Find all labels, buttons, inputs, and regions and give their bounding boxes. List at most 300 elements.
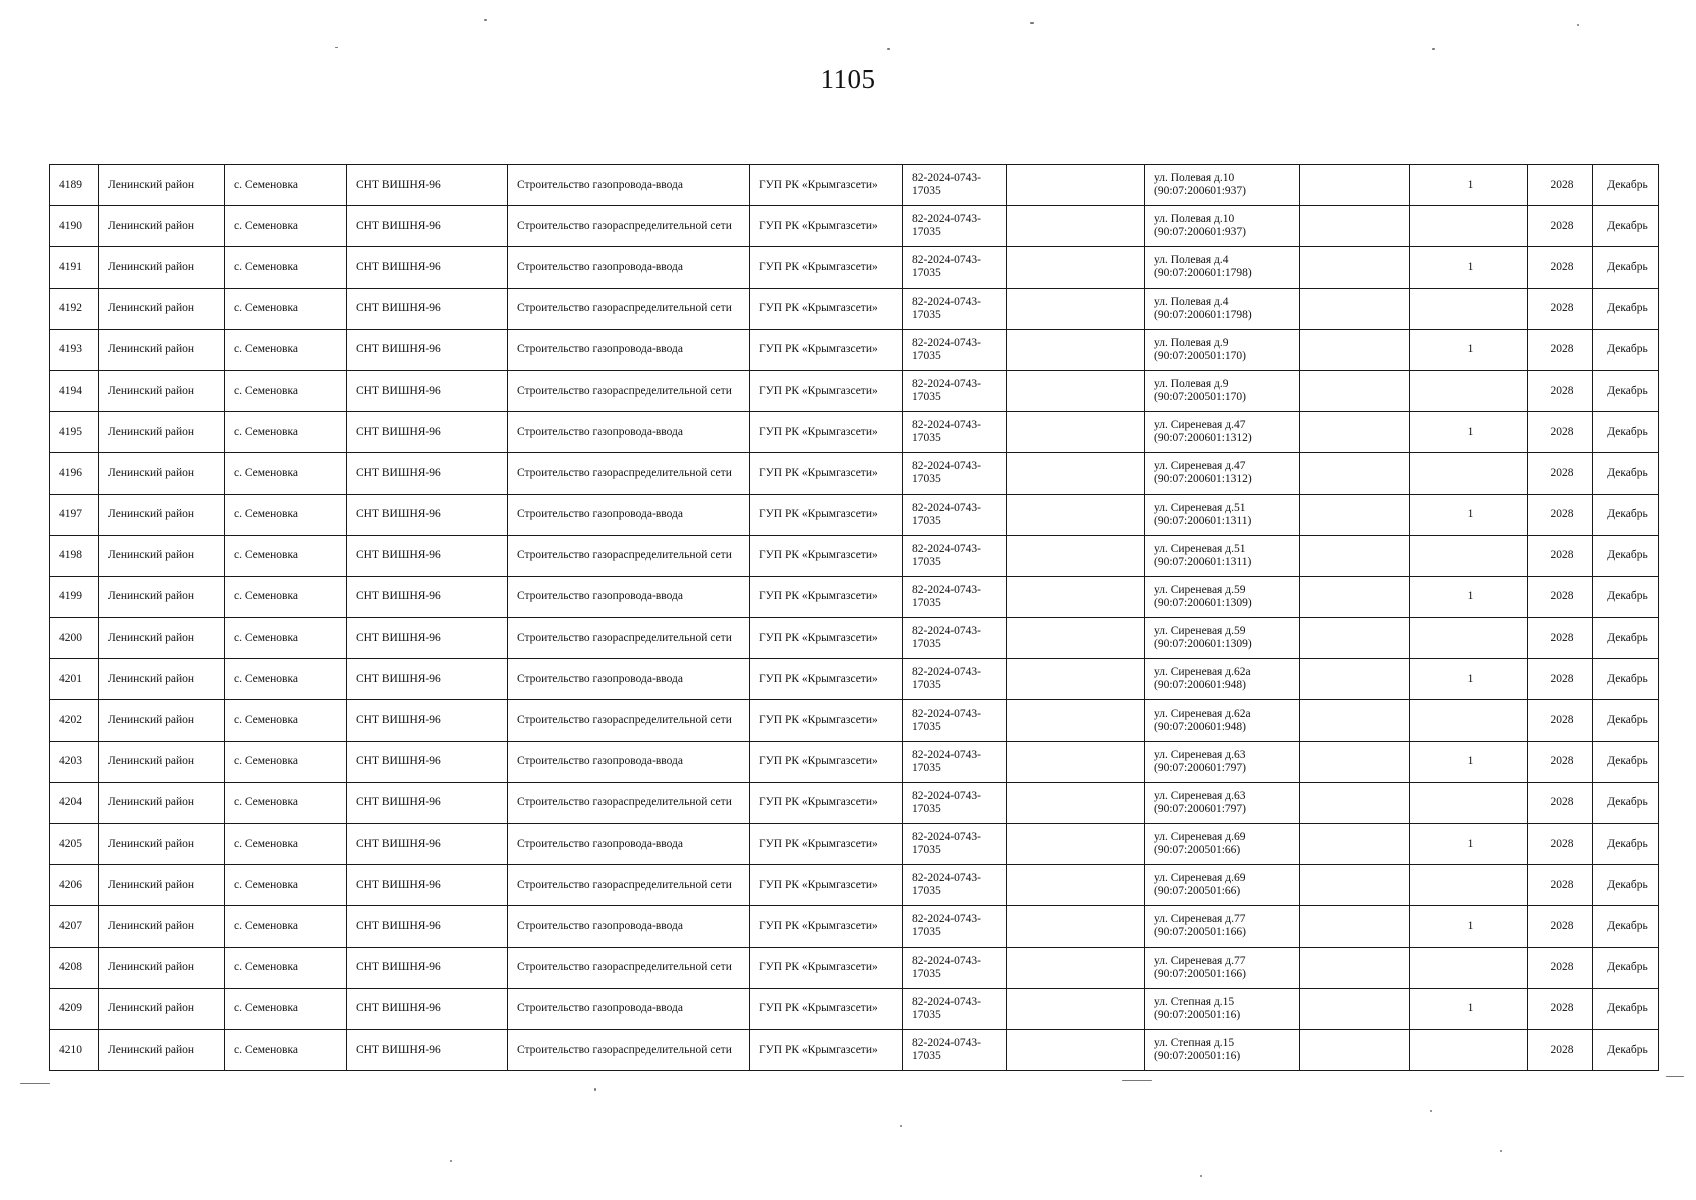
table-row [50,988,1659,1029]
count-cell [1410,535,1528,576]
empty-cell [1007,329,1145,370]
partnership-cell: СНТ ВИШНЯ-96 [347,988,508,1029]
row-number-cell: 4193 [50,329,99,370]
organization-cell: ГУП РК «Крымгазсети» [750,659,903,700]
organization-cell: ГУП РК «Крымгазсети» [750,494,903,535]
settlement-cell: с. Семеновка [225,288,347,329]
district-cell: Ленинский район [99,865,225,906]
registry-code-cell: 82-2024-0743-17035 [903,370,1007,411]
organization-cell: ГУП РК «Крымгазсети» [750,412,903,453]
table-row [50,700,1659,741]
organization-cell: ГУП РК «Крымгазсети» [750,782,903,823]
work-type-cell: Строительство газопровода-ввода [508,906,750,947]
work-type-cell: Строительство газопровода-ввода [508,494,750,535]
organization-cell: ГУП РК «Крымгазсети» [750,865,903,906]
settlement-cell: с. Семеновка [225,988,347,1029]
district-cell: Ленинский район [99,824,225,865]
organization-cell: ГУП РК «Крымгазсети» [750,988,903,1029]
work-type-cell: Строительство газопровода-ввода [508,659,750,700]
row-number-cell: 4196 [50,453,99,494]
year-cell: 2028 [1528,988,1593,1029]
partnership-cell: СНТ ВИШНЯ-96 [347,659,508,700]
work-type-cell: Строительство газораспределительной сети [508,1029,750,1070]
work-type-cell: Строительство газораспределительной сети [508,782,750,823]
empty-cell [1007,947,1145,988]
empty-cell [1300,906,1410,947]
district-cell: Ленинский район [99,659,225,700]
registry-code-cell: 82-2024-0743-17035 [903,659,1007,700]
row-number-cell: 4201 [50,659,99,700]
registry-code-cell: 82-2024-0743-17035 [903,906,1007,947]
year-cell: 2028 [1528,206,1593,247]
partnership-cell: СНТ ВИШНЯ-96 [347,824,508,865]
registry-code-cell: 82-2024-0743-17035 [903,453,1007,494]
organization-cell: ГУП РК «Крымгазсети» [750,824,903,865]
district-cell: Ленинский район [99,906,225,947]
address-cell: ул. Сиреневая д.59 (90:07:200601:1309) [1145,618,1300,659]
partnership-cell: СНТ ВИШНЯ-96 [347,247,508,288]
district-cell: Ленинский район [99,453,225,494]
address-cell: ул. Сиреневая д.62а (90:07:200601:948) [1145,659,1300,700]
year-cell: 2028 [1528,700,1593,741]
address-cell: ул. Сиреневая д.77 (90:07:200501:166) [1145,906,1300,947]
year-cell: 2028 [1528,494,1593,535]
count-cell: 1 [1410,824,1528,865]
row-number-cell: 4203 [50,741,99,782]
settlement-cell: с. Семеновка [225,618,347,659]
count-cell [1410,618,1528,659]
year-cell: 2028 [1528,412,1593,453]
row-number-cell: 4198 [50,535,99,576]
row-number-cell: 4207 [50,906,99,947]
empty-cell [1007,412,1145,453]
year-cell: 2028 [1528,906,1593,947]
district-cell: Ленинский район [99,782,225,823]
empty-cell [1300,741,1410,782]
empty-cell [1007,782,1145,823]
registry-code-cell: 82-2024-0743-17035 [903,741,1007,782]
empty-cell [1007,865,1145,906]
address-cell: ул. Степная д.15 (90:07:200501:16) [1145,1029,1300,1070]
register-table [49,164,1659,1071]
partnership-cell: СНТ ВИШНЯ-96 [347,206,508,247]
partnership-cell: СНТ ВИШНЯ-96 [347,412,508,453]
count-cell [1410,947,1528,988]
count-cell [1410,865,1528,906]
year-cell: 2028 [1528,947,1593,988]
row-number-cell: 4189 [50,165,99,206]
address-cell: ул. Сиреневая д.62а (90:07:200601:948) [1145,700,1300,741]
empty-cell [1007,659,1145,700]
work-type-cell: Строительство газораспределительной сети [508,453,750,494]
month-cell: Декабрь [1593,782,1659,823]
organization-cell: ГУП РК «Крымгазсети» [750,576,903,617]
month-cell: Декабрь [1593,659,1659,700]
empty-cell [1300,206,1410,247]
address-cell: ул. Сиреневая д.47 (90:07:200601:1312) [1145,453,1300,494]
partnership-cell: СНТ ВИШНЯ-96 [347,370,508,411]
table-row [50,494,1659,535]
year-cell: 2028 [1528,865,1593,906]
settlement-cell: с. Семеновка [225,453,347,494]
organization-cell: ГУП РК «Крымгазсети» [750,947,903,988]
address-cell: ул. Сиреневая д.63 (90:07:200601:797) [1145,741,1300,782]
empty-cell [1300,988,1410,1029]
registry-code-cell: 82-2024-0743-17035 [903,535,1007,576]
table-row [50,247,1659,288]
address-cell: ул. Полевая д.9 (90:07:200501:170) [1145,370,1300,411]
count-cell: 1 [1410,576,1528,617]
table-body [50,165,1659,1071]
settlement-cell: с. Семеновка [225,329,347,370]
partnership-cell: СНТ ВИШНЯ-96 [347,535,508,576]
count-cell: 1 [1410,494,1528,535]
district-cell: Ленинский район [99,618,225,659]
table-row [50,206,1659,247]
registry-code-cell: 82-2024-0743-17035 [903,247,1007,288]
count-cell [1410,288,1528,329]
empty-cell [1300,494,1410,535]
settlement-cell: с. Семеновка [225,700,347,741]
year-cell: 2028 [1528,659,1593,700]
settlement-cell: с. Семеновка [225,865,347,906]
organization-cell: ГУП РК «Крымгазсети» [750,247,903,288]
empty-cell [1300,165,1410,206]
partnership-cell: СНТ ВИШНЯ-96 [347,741,508,782]
count-cell: 1 [1410,988,1528,1029]
empty-cell [1300,659,1410,700]
address-cell: ул. Полевая д.10 (90:07:200601:937) [1145,206,1300,247]
address-cell: ул. Степная д.15 (90:07:200501:16) [1145,988,1300,1029]
count-cell [1410,1029,1528,1070]
count-cell [1410,782,1528,823]
work-type-cell: Строительство газопровода-ввода [508,165,750,206]
month-cell: Декабрь [1593,453,1659,494]
work-type-cell: Строительство газопровода-ввода [508,247,750,288]
district-cell: Ленинский район [99,535,225,576]
partnership-cell: СНТ ВИШНЯ-96 [347,618,508,659]
row-number-cell: 4204 [50,782,99,823]
registry-code-cell: 82-2024-0743-17035 [903,618,1007,659]
row-number-cell: 4192 [50,288,99,329]
table-row [50,535,1659,576]
year-cell: 2028 [1528,535,1593,576]
empty-cell [1300,865,1410,906]
page-number: 1105 [820,64,876,94]
registry-code-cell: 82-2024-0743-17035 [903,988,1007,1029]
partnership-cell: СНТ ВИШНЯ-96 [347,453,508,494]
empty-cell [1007,370,1145,411]
address-cell: ул. Сиреневая д.63 (90:07:200601:797) [1145,782,1300,823]
district-cell: Ленинский район [99,370,225,411]
empty-cell [1007,288,1145,329]
row-number-cell: 4209 [50,988,99,1029]
district-cell: Ленинский район [99,741,225,782]
count-cell [1410,206,1528,247]
year-cell: 2028 [1528,1029,1593,1070]
work-type-cell: Строительство газораспределительной сети [508,288,750,329]
count-cell: 1 [1410,741,1528,782]
year-cell: 2028 [1528,741,1593,782]
registry-code-cell: 82-2024-0743-17035 [903,947,1007,988]
empty-cell [1007,535,1145,576]
work-type-cell: Строительство газораспределительной сети [508,535,750,576]
work-type-cell: Строительство газопровода-ввода [508,741,750,782]
registry-code-cell: 82-2024-0743-17035 [903,1029,1007,1070]
address-cell: ул. Сиреневая д.69 (90:07:200501:66) [1145,865,1300,906]
partnership-cell: СНТ ВИШНЯ-96 [347,576,508,617]
empty-cell [1300,412,1410,453]
work-type-cell: Строительство газопровода-ввода [508,576,750,617]
district-cell: Ленинский район [99,700,225,741]
empty-cell [1300,576,1410,617]
registry-code-cell: 82-2024-0743-17035 [903,412,1007,453]
registry-code-cell: 82-2024-0743-17035 [903,700,1007,741]
empty-cell [1007,165,1145,206]
month-cell: Декабрь [1593,700,1659,741]
year-cell: 2028 [1528,824,1593,865]
table-row [50,906,1659,947]
row-number-cell: 4208 [50,947,99,988]
empty-cell [1300,288,1410,329]
empty-cell [1300,453,1410,494]
count-cell [1410,453,1528,494]
year-cell: 2028 [1528,453,1593,494]
empty-cell [1300,700,1410,741]
table-row [50,370,1659,411]
row-number-cell: 4191 [50,247,99,288]
empty-cell [1300,618,1410,659]
month-cell: Декабрь [1593,288,1659,329]
registry-code-cell: 82-2024-0743-17035 [903,824,1007,865]
month-cell: Декабрь [1593,865,1659,906]
registry-code-cell: 82-2024-0743-17035 [903,329,1007,370]
year-cell: 2028 [1528,329,1593,370]
empty-cell [1007,453,1145,494]
settlement-cell: с. Семеновка [225,576,347,617]
count-cell: 1 [1410,659,1528,700]
month-cell: Декабрь [1593,412,1659,453]
address-cell: ул. Сиреневая д.77 (90:07:200501:166) [1145,947,1300,988]
year-cell: 2028 [1528,247,1593,288]
work-type-cell: Строительство газораспределительной сети [508,206,750,247]
partnership-cell: СНТ ВИШНЯ-96 [347,865,508,906]
row-number-cell: 4200 [50,618,99,659]
organization-cell: ГУП РК «Крымгазсети» [750,741,903,782]
work-type-cell: Строительство газопровода-ввода [508,824,750,865]
address-cell: ул. Сиреневая д.69 (90:07:200501:66) [1145,824,1300,865]
table-row [50,576,1659,617]
district-cell: Ленинский район [99,247,225,288]
month-cell: Декабрь [1593,576,1659,617]
row-number-cell: 4206 [50,865,99,906]
empty-cell [1007,700,1145,741]
settlement-cell: с. Семеновка [225,659,347,700]
partnership-cell: СНТ ВИШНЯ-96 [347,906,508,947]
count-cell: 1 [1410,247,1528,288]
partnership-cell: СНТ ВИШНЯ-96 [347,329,508,370]
work-type-cell: Строительство газораспределительной сети [508,618,750,659]
settlement-cell: с. Семеновка [225,165,347,206]
month-cell: Декабрь [1593,741,1659,782]
year-cell: 2028 [1528,165,1593,206]
year-cell: 2028 [1528,782,1593,823]
work-type-cell: Строительство газораспределительной сети [508,370,750,411]
table-row [50,824,1659,865]
empty-cell [1300,1029,1410,1070]
empty-cell [1007,576,1145,617]
month-cell: Декабрь [1593,618,1659,659]
empty-cell [1007,741,1145,782]
organization-cell: ГУП РК «Крымгазсети» [750,206,903,247]
empty-cell [1300,535,1410,576]
district-cell: Ленинский район [99,1029,225,1070]
year-cell: 2028 [1528,618,1593,659]
empty-cell [1007,618,1145,659]
work-type-cell: Строительство газораспределительной сети [508,700,750,741]
empty-cell [1300,947,1410,988]
settlement-cell: с. Семеновка [225,782,347,823]
organization-cell: ГУП РК «Крымгазсети» [750,370,903,411]
row-number-cell: 4199 [50,576,99,617]
month-cell: Декабрь [1593,1029,1659,1070]
year-cell: 2028 [1528,288,1593,329]
month-cell: Декабрь [1593,329,1659,370]
empty-cell [1300,824,1410,865]
address-cell: ул. Сиреневая д.47 (90:07:200601:1312) [1145,412,1300,453]
empty-cell [1007,1029,1145,1070]
row-number-cell: 4202 [50,700,99,741]
table-row [50,865,1659,906]
partnership-cell: СНТ ВИШНЯ-96 [347,700,508,741]
table-row [50,288,1659,329]
settlement-cell: с. Семеновка [225,906,347,947]
registry-code-cell: 82-2024-0743-17035 [903,165,1007,206]
settlement-cell: с. Семеновка [225,412,347,453]
table-row [50,329,1659,370]
settlement-cell: с. Семеновка [225,947,347,988]
partnership-cell: СНТ ВИШНЯ-96 [347,288,508,329]
registry-code-cell: 82-2024-0743-17035 [903,865,1007,906]
address-cell: ул. Полевая д.4 (90:07:200601:1798) [1145,247,1300,288]
partnership-cell: СНТ ВИШНЯ-96 [347,165,508,206]
settlement-cell: с. Семеновка [225,206,347,247]
table-row [50,782,1659,823]
year-cell: 2028 [1528,576,1593,617]
empty-cell [1007,824,1145,865]
organization-cell: ГУП РК «Крымгазсети» [750,618,903,659]
settlement-cell: с. Семеновка [225,741,347,782]
partnership-cell: СНТ ВИШНЯ-96 [347,1029,508,1070]
settlement-cell: с. Семеновка [225,535,347,576]
empty-cell [1300,247,1410,288]
month-cell: Декабрь [1593,824,1659,865]
organization-cell: ГУП РК «Крымгазсети» [750,329,903,370]
registry-code-cell: 82-2024-0743-17035 [903,576,1007,617]
count-cell [1410,370,1528,411]
month-cell: Декабрь [1593,165,1659,206]
settlement-cell: с. Семеновка [225,370,347,411]
empty-cell [1007,206,1145,247]
address-cell: ул. Полевая д.4 (90:07:200601:1798) [1145,288,1300,329]
registry-code-cell: 82-2024-0743-17035 [903,494,1007,535]
table-row [50,947,1659,988]
organization-cell: ГУП РК «Крымгазсети» [750,700,903,741]
organization-cell: ГУП РК «Крымгазсети» [750,535,903,576]
table-row [50,1029,1659,1070]
empty-cell [1007,247,1145,288]
empty-cell [1300,370,1410,411]
count-cell: 1 [1410,329,1528,370]
address-cell: ул. Сиреневая д.51 (90:07:200601:1311) [1145,535,1300,576]
empty-cell [1007,494,1145,535]
district-cell: Ленинский район [99,329,225,370]
address-cell: ул. Полевая д.10 (90:07:200601:937) [1145,165,1300,206]
work-type-cell: Строительство газопровода-ввода [508,988,750,1029]
empty-cell [1300,329,1410,370]
registry-code-cell: 82-2024-0743-17035 [903,782,1007,823]
address-cell: ул. Полевая д.9 (90:07:200501:170) [1145,329,1300,370]
row-number-cell: 4197 [50,494,99,535]
work-type-cell: Строительство газораспределительной сети [508,865,750,906]
address-cell: ул. Сиреневая д.51 (90:07:200601:1311) [1145,494,1300,535]
empty-cell [1007,906,1145,947]
table-row [50,412,1659,453]
work-type-cell: Строительство газопровода-ввода [508,412,750,453]
row-number-cell: 4205 [50,824,99,865]
district-cell: Ленинский район [99,947,225,988]
partnership-cell: СНТ ВИШНЯ-96 [347,947,508,988]
row-number-cell: 4194 [50,370,99,411]
district-cell: Ленинский район [99,988,225,1029]
organization-cell: ГУП РК «Крымгазсети» [750,165,903,206]
settlement-cell: с. Семеновка [225,1029,347,1070]
month-cell: Декабрь [1593,988,1659,1029]
count-cell: 1 [1410,412,1528,453]
registry-code-cell: 82-2024-0743-17035 [903,206,1007,247]
empty-cell [1300,782,1410,823]
organization-cell: ГУП РК «Крымгазсети» [750,906,903,947]
month-cell: Декабрь [1593,370,1659,411]
partnership-cell: СНТ ВИШНЯ-96 [347,494,508,535]
table-row [50,741,1659,782]
row-number-cell: 4195 [50,412,99,453]
month-cell: Декабрь [1593,906,1659,947]
month-cell: Декабрь [1593,206,1659,247]
settlement-cell: с. Семеновка [225,247,347,288]
table-row [50,453,1659,494]
work-type-cell: Строительство газораспределительной сети [508,947,750,988]
month-cell: Декабрь [1593,947,1659,988]
settlement-cell: с. Семеновка [225,824,347,865]
partnership-cell: СНТ ВИШНЯ-96 [347,782,508,823]
district-cell: Ленинский район [99,288,225,329]
row-number-cell: 4190 [50,206,99,247]
count-cell: 1 [1410,906,1528,947]
table-row [50,659,1659,700]
settlement-cell: с. Семеновка [225,494,347,535]
district-cell: Ленинский район [99,494,225,535]
table-row [50,165,1659,206]
count-cell [1410,700,1528,741]
month-cell: Декабрь [1593,247,1659,288]
address-cell: ул. Сиреневая д.59 (90:07:200601:1309) [1145,576,1300,617]
district-cell: Ленинский район [99,576,225,617]
organization-cell: ГУП РК «Крымгазсети» [750,1029,903,1070]
registry-code-cell: 82-2024-0743-17035 [903,288,1007,329]
work-type-cell: Строительство газопровода-ввода [508,329,750,370]
month-cell: Декабрь [1593,535,1659,576]
